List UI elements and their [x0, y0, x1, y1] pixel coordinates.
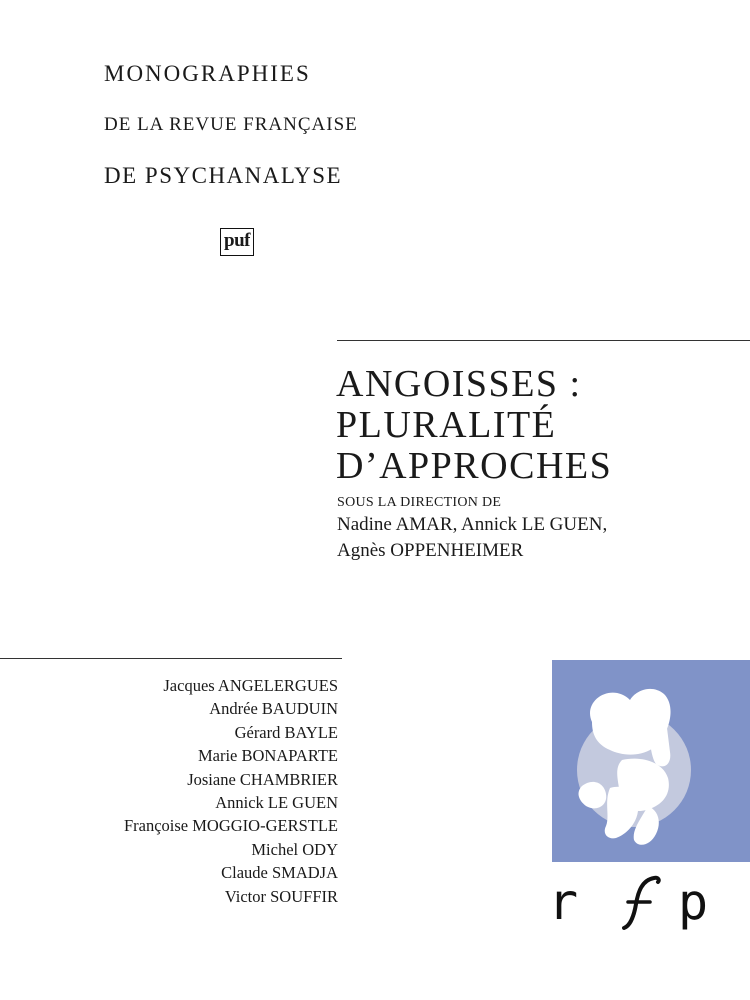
rfp-letter-p: p	[678, 873, 709, 931]
direction-label: SOUS LA DIRECTION DE	[337, 495, 502, 510]
sphinx-figure-icon	[552, 660, 750, 862]
puf-logo: puf	[220, 228, 254, 256]
series-line-2: DE LA REVUE FRANÇAISE	[104, 114, 358, 135]
author-name: Josiane CHAMBRIER	[187, 769, 338, 789]
author-name: Andrée BAUDUIN	[209, 699, 338, 719]
series-title	[104, 62, 358, 187]
rfp-letter-f-icon	[610, 872, 670, 932]
title-line-2: PLURALITÉ	[336, 404, 557, 446]
rfp-logo	[548, 872, 728, 932]
author-name: Jacques ANGELERGUES	[163, 676, 338, 695]
editors-line-2: Agnès OPPENHEIMER	[337, 540, 524, 561]
author-name: Marie BONAPARTE	[197, 746, 338, 766]
title-line-3: D’APPROCHES	[336, 445, 613, 487]
author-name: Gérard BAYLE	[234, 722, 338, 742]
series-line-3: DE PSYCHANALYSE	[104, 163, 343, 188]
rfp-letter-r: r	[548, 873, 579, 931]
author-name: Claude SMADJA	[221, 863, 338, 883]
author-name: Michel ODY	[251, 839, 338, 859]
title-line-1: ANGOISSES :	[336, 363, 582, 405]
author-name: Annick LE GUEN	[215, 793, 338, 813]
divider-top	[337, 340, 750, 341]
divider-middle	[0, 658, 342, 659]
series-line-1: MONOGRAPHIES	[104, 61, 311, 86]
editors	[337, 512, 607, 564]
author-list	[124, 674, 338, 908]
cover-emblem	[552, 660, 750, 862]
editors-line-1: Nadine AMAR, Annick LE GUEN,	[337, 514, 608, 535]
author-name: Françoise MOGGIO-GERSTLE	[123, 816, 338, 836]
author-name: Victor SOUFFIR	[224, 886, 338, 906]
book-title	[336, 364, 612, 487]
